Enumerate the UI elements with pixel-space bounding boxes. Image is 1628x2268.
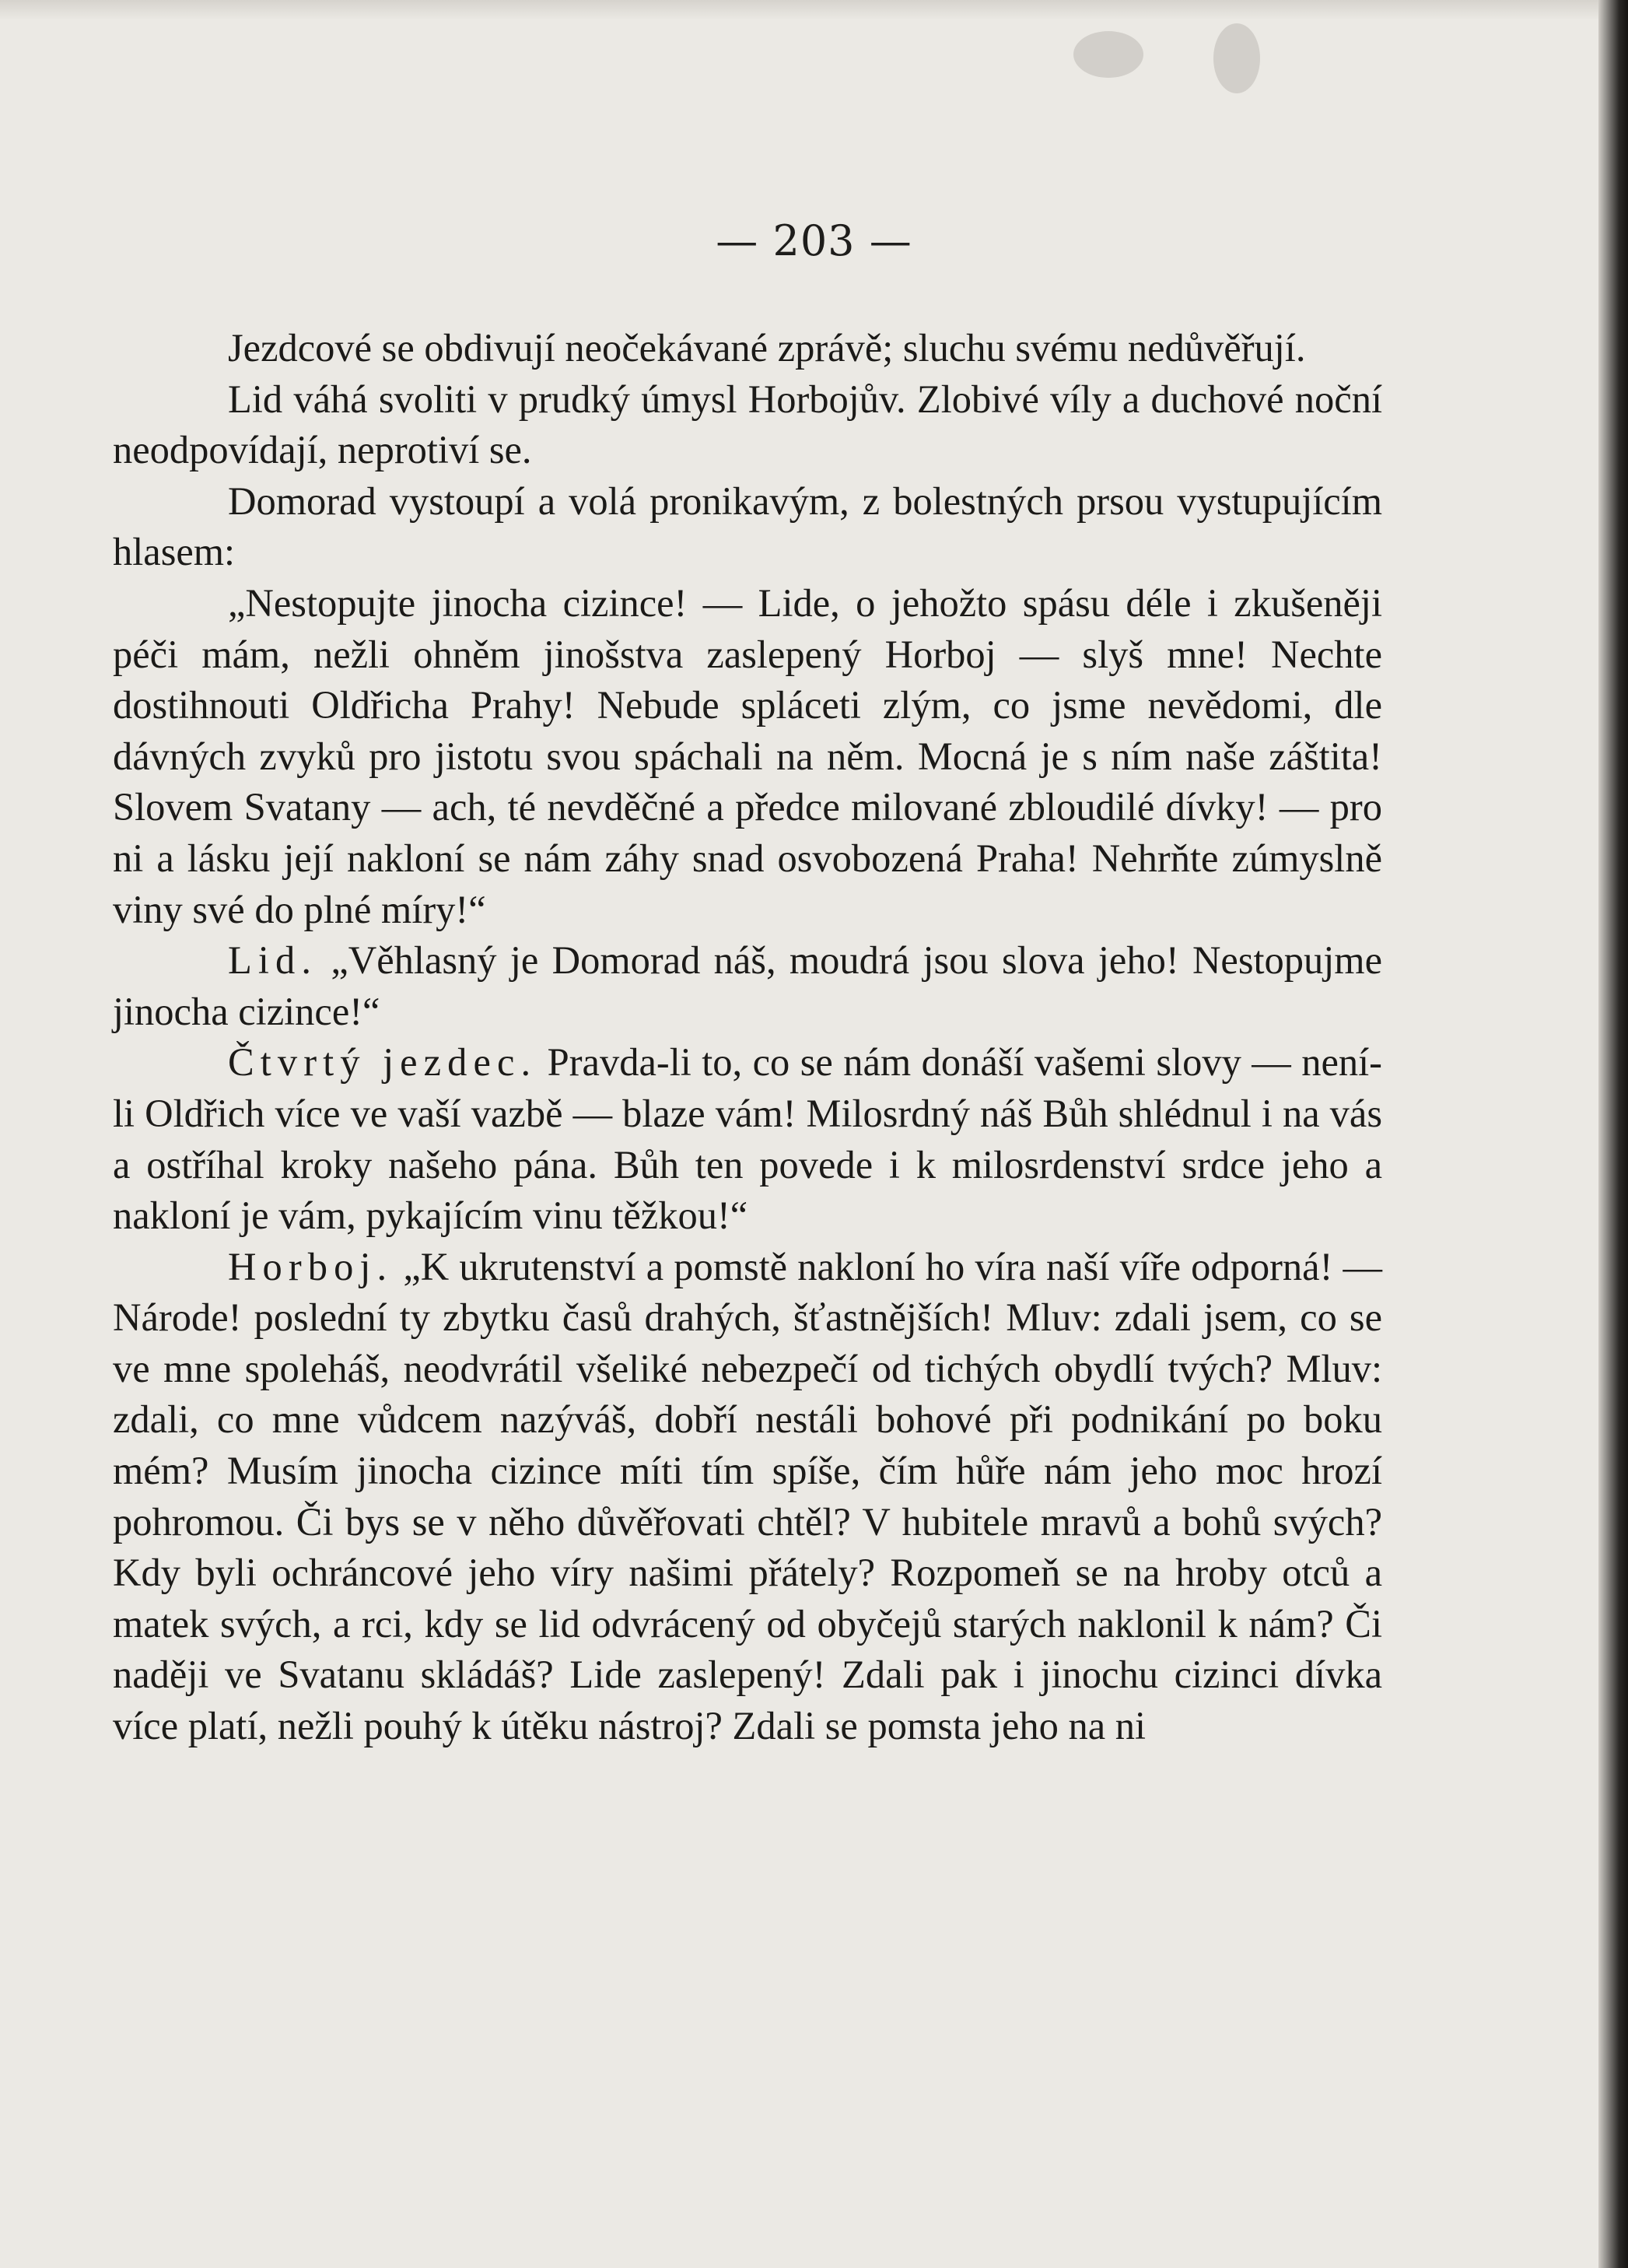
speaker-name: Lid. bbox=[228, 938, 318, 983]
paragraph bbox=[113, 1242, 1382, 1752]
paper-speck bbox=[1213, 23, 1260, 93]
paragraph bbox=[113, 323, 1382, 374]
speaker-name: Čtvrtý jezdec. bbox=[228, 1040, 537, 1085]
paragraph bbox=[113, 935, 1382, 1037]
paragraph bbox=[113, 1037, 1382, 1241]
paragraph-text: Pravda-li to, co se nám donáší vašemi slovy — není-li Oldřich více ve vaší vazbě — blaze vám! Milosrdný náš Bůh shlédnul i na vás a ostříhal kroky našeho pána. Bůh ten povede i k milosrdenství srdce jeho a nakloní je vám, pykajícím vinu těžkou!“ bbox=[113, 1040, 1382, 1238]
paragraph-text: Jezdcové se obdivují neočekávané zprávě; sluchu svému nedůvěřují. bbox=[228, 326, 1306, 370]
body-text bbox=[113, 323, 1382, 1752]
paragraph bbox=[113, 374, 1382, 476]
paragraph bbox=[113, 476, 1382, 578]
page-number: — 203 — bbox=[716, 216, 912, 265]
paragraph-text: „Nestopujte jinocha cizince! — Lide, o jehožto spásu déle i zkušeněji péči mám, nežli ohněm jinošstva zaslepený Horboj — slyš mne! Nechte dostihnouti Oldřicha Prahy! Nebude spláceti zlým, co jsme nevědomi, dle dávných zvyků pro jistotu svou spáchali na něm. Mocná je s ním naše záštita! Slovem Svatany — ach, té nevděčné a předce milované zbloudilé dívky! — pro ni a lásku její nakloní se nám záhy snad osvobozená Praha! Nehrňte zúmyslně viny své do plné míry!“ bbox=[113, 580, 1382, 931]
page-binding-edge bbox=[1598, 0, 1628, 2268]
paragraph-text: „K ukrutenství a pomstě nakloní ho víra naší víře odporná! — Národe! poslední ty zbytku časů drahých, šťastnějších! Mluv: zdali jsem, co se ve mne spoleháš, neodvrátil všeliké nebezpečí od tichých obydlí tvých? Mluv: zdali, co mne vůdcem nazýváš, dobří nestáli bohové při podnikání po boku mém? Musím jinocha cizince míti tím spíše, čím hůře nám jeho moc hrozí pohromou. Či bys se v něho důvěřovati chtěl? V hubitele mravů a bohů svých? Kdy byli ochráncové jeho víry našimi přátely? Rozpomeň se na hroby otců a matek svých, a rci, kdy se lid odvrácený od obyčejů starých naklonil k nám? Či naději ve Svatanu skládáš? Lide zaslepený! Zdali pak i jinochu cizinci dívka více platí, nežli pouhý k útěku nástroj? Zdali se pomsta jeho na ni bbox=[113, 1244, 1382, 1748]
page-top-shadow bbox=[0, 0, 1628, 20]
paragraph-text: Domorad vystoupí a volá pronikavým, z bolestných prsou vystupujícím hlasem: bbox=[113, 478, 1382, 574]
paragraph bbox=[113, 578, 1382, 935]
paper-speck bbox=[1073, 31, 1143, 78]
paragraph-text: „Věhlasný je Domorad náš, moudrá jsou slova jeho! Nestopujme jinocha cizince!“ bbox=[113, 938, 1382, 1033]
paragraph-text: Lid váhá svoliti v prudký úmysl Horbojův. Zlobivé víly a duchové noční neodpovídají, neprotiví se. bbox=[113, 377, 1382, 472]
speaker-name: Horboj. bbox=[228, 1244, 394, 1288]
